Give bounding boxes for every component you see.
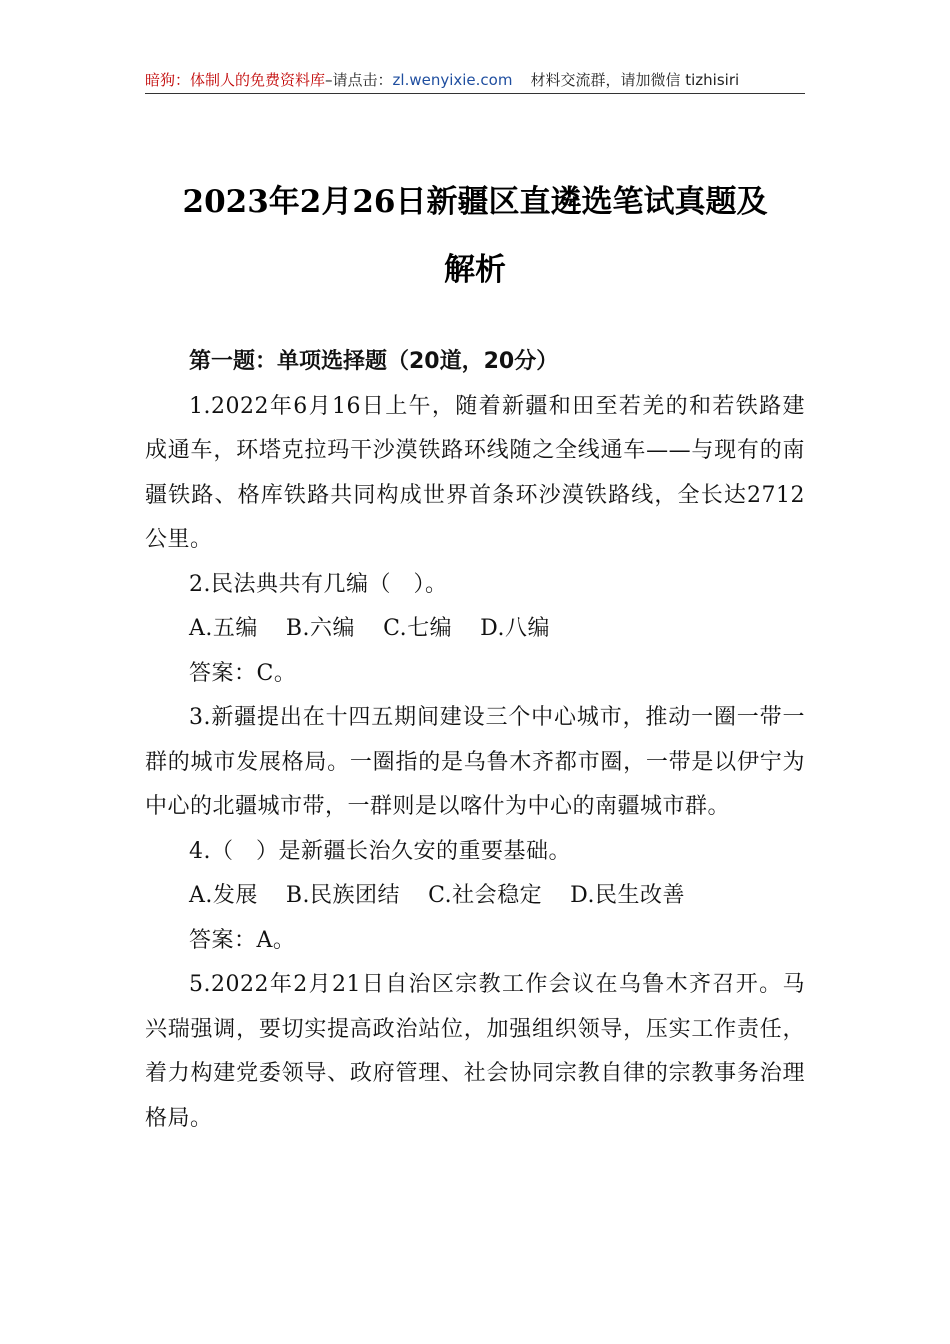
question-4-answer: 答案：A。: [189, 927, 296, 953]
option-a: A.发展: [189, 883, 258, 908]
section-heading: 第一题：单项选择题（20道，20分）: [189, 349, 559, 374]
question-1: 1.2022年6月16日上午，随着新疆和田至若羌的和若铁路建成通车，环塔克拉玛干沙漠铁路环线随之全线通车——与现有的南疆铁路、格库铁路共同构成世界首条环沙漠铁路线，全长达2712公里。: [145, 393, 805, 552]
question-5: 5.2022年2月21日自治区宗教工作会议在乌鲁木齐召开。马兴瑞强调，要切实提高政治站位，加强组织领导，压实工作责任，着力构建党委领导、政府管理、社会协同宗教自律的宗教事务治理格局。: [145, 972, 805, 1131]
document-title-line-2: 解析: [444, 252, 506, 288]
option-d: D.民生改善: [570, 883, 685, 908]
option-c: C.社会稳定: [428, 883, 543, 908]
question-3: 3.新疆提出在十四五期间建设三个中心城市，推动一圈一带一群的城市发展格局。一圈指的是乌鲁木齐都市圈，一带是以伊宁为中心的北疆城市带，一群则是以喀什为中心的南疆城市群。: [145, 705, 805, 819]
option-c: C.七编: [383, 616, 453, 641]
promo-header: [145, 66, 805, 94]
question-2-options: [145, 607, 805, 652]
document-body: [145, 340, 805, 1141]
promo-click-text: –请点击：: [325, 71, 393, 89]
question-4: 4.（ ）是新疆长治久安的重要基础。: [189, 838, 571, 864]
promo-wechat-text: 材料交流群，请加微信 tizhisiri: [530, 71, 740, 89]
document-title-line-1: 2023年2月26日新疆区直遴选笔试真题及: [182, 184, 768, 220]
option-b: B.民族团结: [285, 883, 401, 908]
question-2: 2.民法典共有几编（ ）。: [189, 571, 448, 597]
promo-url-link[interactable]: zl.wenyixie.com: [392, 71, 513, 89]
option-d: D.八编: [480, 616, 550, 641]
question-4-options: [145, 874, 805, 919]
option-a: A.五编: [189, 616, 258, 641]
question-2-answer: 答案：C。: [189, 660, 297, 686]
header-divider: [145, 93, 805, 94]
option-b: B.六编: [285, 616, 356, 641]
promo-library-text: 暗狗：体制人的免费资料库: [145, 71, 326, 89]
